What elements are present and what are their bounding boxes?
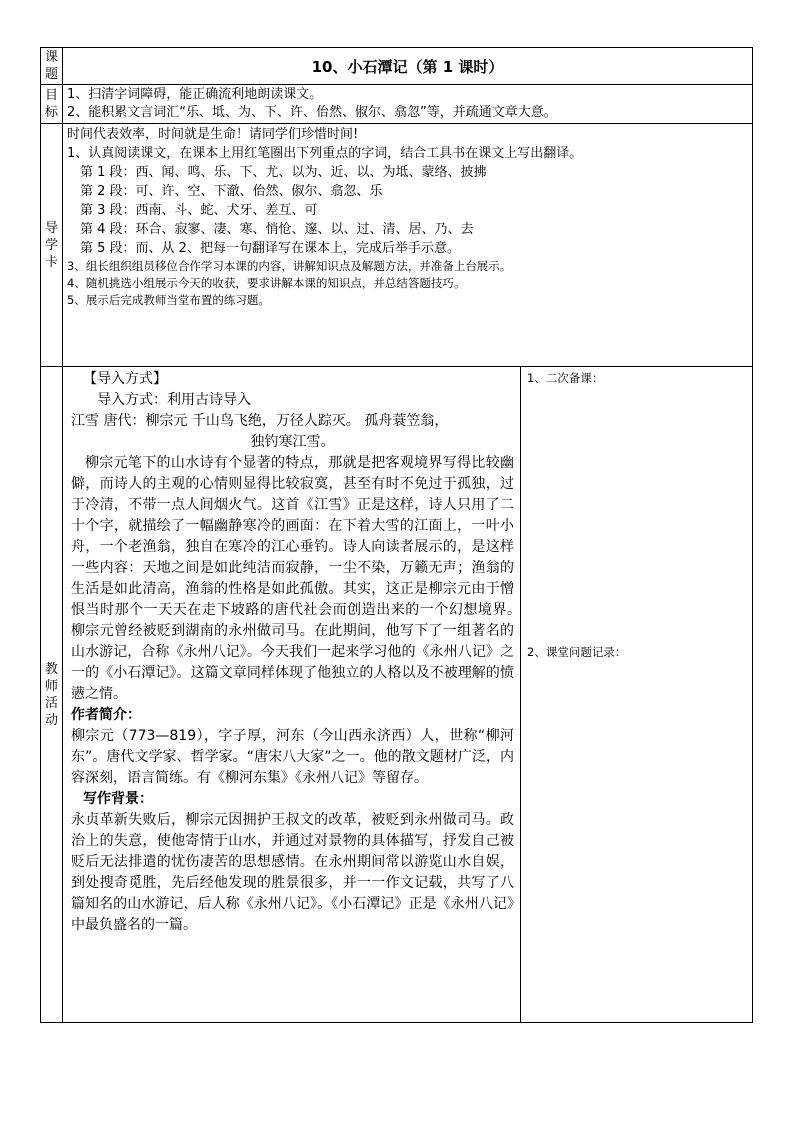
teacher-activity <box>63 367 521 1023</box>
guide-paragraph-words: 第 5 段：而、从 2、把每一句翻译写在课本上，完成后举手示意。 <box>80 241 460 256</box>
author-heading: 作者简介： <box>71 707 141 723</box>
teacher-label-char: 师 <box>44 678 58 694</box>
guide-paragraph-words: 第 3 段：西南、斗、蛇、犬牙、差互、可 <box>80 203 318 218</box>
goal-label <box>41 85 63 124</box>
author-text: 柳宗元（773—819），字子厚，河东（今山西永济西）人，世称“柳河东”。唐代文学家、哲学家。“唐宋八大家”之一。他的散文题材广泛，内容深刻，语言简练。有《柳河东集》《永州八记》等留存。 <box>71 728 514 786</box>
goal-label-char: 目 <box>44 88 58 103</box>
teacher-row <box>41 367 753 1023</box>
goal-row <box>41 85 753 124</box>
class-question-record-label: 2、课堂问题记录： <box>527 645 627 659</box>
topic-row <box>41 48 753 85</box>
teacher-label-char: 活 <box>44 695 58 711</box>
notes-column <box>521 367 753 1023</box>
guide-paragraph-words: 第 1 段：西、闻、鸣、乐、下、尤、以为、近、以、为坻、蒙络、披拂 <box>80 165 487 180</box>
topic-label-char: 题 <box>44 67 58 82</box>
lesson-title: 10、小石潭记（第 1 课时） <box>63 48 753 85</box>
background-heading: 写作背景： <box>83 791 153 807</box>
secondary-prep-label: 1、二次备课： <box>527 371 604 385</box>
guide-step-4: 4、随机挑选小组展示今天的收获，要求讲解本课的知识点，并总结答题技巧。 <box>67 276 466 290</box>
teacher-label <box>41 367 63 1023</box>
poem-line: 江雪 唐代：柳宗元 千山鸟飞绝，万径人踪灭。 孤舟蓑笠翁， <box>71 413 449 429</box>
teacher-label-char: 动 <box>44 712 58 728</box>
goal-content <box>63 85 753 124</box>
teacher-label-char: 教 <box>44 661 58 677</box>
guide-label-char: 导 <box>44 220 58 236</box>
guide-motto: 时间代表效率，时间就是生命！请同学们珍惜时间! <box>67 127 359 142</box>
topic-label-char: 课 <box>44 50 58 65</box>
intro-paragraph <box>71 453 514 705</box>
guide-step-3: 3、组长组织组员移位合作学习本课的内容，讲解知识点及解题方法，并准备上台展示。 <box>67 259 512 273</box>
guide-label-char: 卡 <box>44 254 58 270</box>
background-text: 永贞革新失败后，柳宗元因拥护王叔文的改革，被贬到永州做司马。政治上的失意，使他寄情于山水，并通过对景物的具体描写，抒发自己被贬后无法排遣的忧伤凄苦的思想感情。在永州期间常以游览山水自娱，到处搜奇觅胜，先后经他发现的胜景很多，并一一作文记载，共写了八篇知名的山水游记，后人称《永州八记》。《小石潭记》正是《永州八记》中最负盛名的一篇。 <box>71 812 514 933</box>
guide-step-5: 5、展示后完成教师当堂布置的练习题。 <box>67 293 270 307</box>
guide-paragraph-words: 第 2 段：可、许、空、下澈、佁然、俶尔、翕忽、乐 <box>80 184 383 199</box>
guide-content <box>63 124 753 367</box>
intro-paragraph-part2: 柳宗元曾经被贬到湖南的永州做司马。在此期间，他写下了一组著名的山水游记，合称《永州八记》。今天我们一起来学习他的《永州八记》之一的《小石潭记》。这篇文章同样体现了他独立的人格以及不被理解的愤懑之情。 <box>71 623 514 702</box>
goal-item: 1、扫清字词障碍，能正确流利地朗读课文。 <box>67 87 323 102</box>
guide-label <box>41 124 63 367</box>
intro-heading: 【导入方式】 <box>83 371 167 387</box>
intro-method: 导入方式：利用古诗导入 <box>97 392 251 408</box>
poem-line: 独钓寒江雪。 <box>250 434 335 450</box>
guide-label-char: 学 <box>44 237 58 253</box>
goal-item: 2、能积累文言词汇“乐、坻、为、下、许、佁然、俶尔、翕忽”等，并疏通文章大意。 <box>67 105 557 120</box>
lesson-plan-table <box>40 47 753 1023</box>
guide-paragraph-words: 第 4 段：环合、寂寥、凄、寒、悄怆、邃、以、过、清、居、乃、去 <box>80 222 474 237</box>
guide-step-1: 1、认真阅读课文，在课本上用红笔圈出下列重点的字词，结合工具书在课文上写出翻译。 <box>67 146 583 161</box>
intro-paragraph-part1: 柳宗元笔下的山水诗有个显著的特点，那就是把客观境界写得比较幽僻，而诗人的主观的心情则显得比较寂寞，甚至有时不免过于孤独，过于冷清，不带一点人间烟火气。这首《江雪》正是这样，诗人只用了二十个字，就描绘了一幅幽静寒冷的画面：在下着大雪的江面上，一叶小舟，一个老渔翁，独自在寒冷的江心垂钓。诗人向读者展示的，是这样一些内容：天地之间是如此纯洁而寂静，一尘不染，万籁无声；渔翁的生活是如此清高，渔翁的性格是如此孤傲。其实，这正是柳宗元由于憎恨当时那个一天天在走下坡路的唐代社会而创造出来的一个幻想境界。 <box>71 455 514 618</box>
topic-label <box>41 48 63 85</box>
goal-label-char: 标 <box>44 105 58 120</box>
guide-row <box>41 124 753 367</box>
